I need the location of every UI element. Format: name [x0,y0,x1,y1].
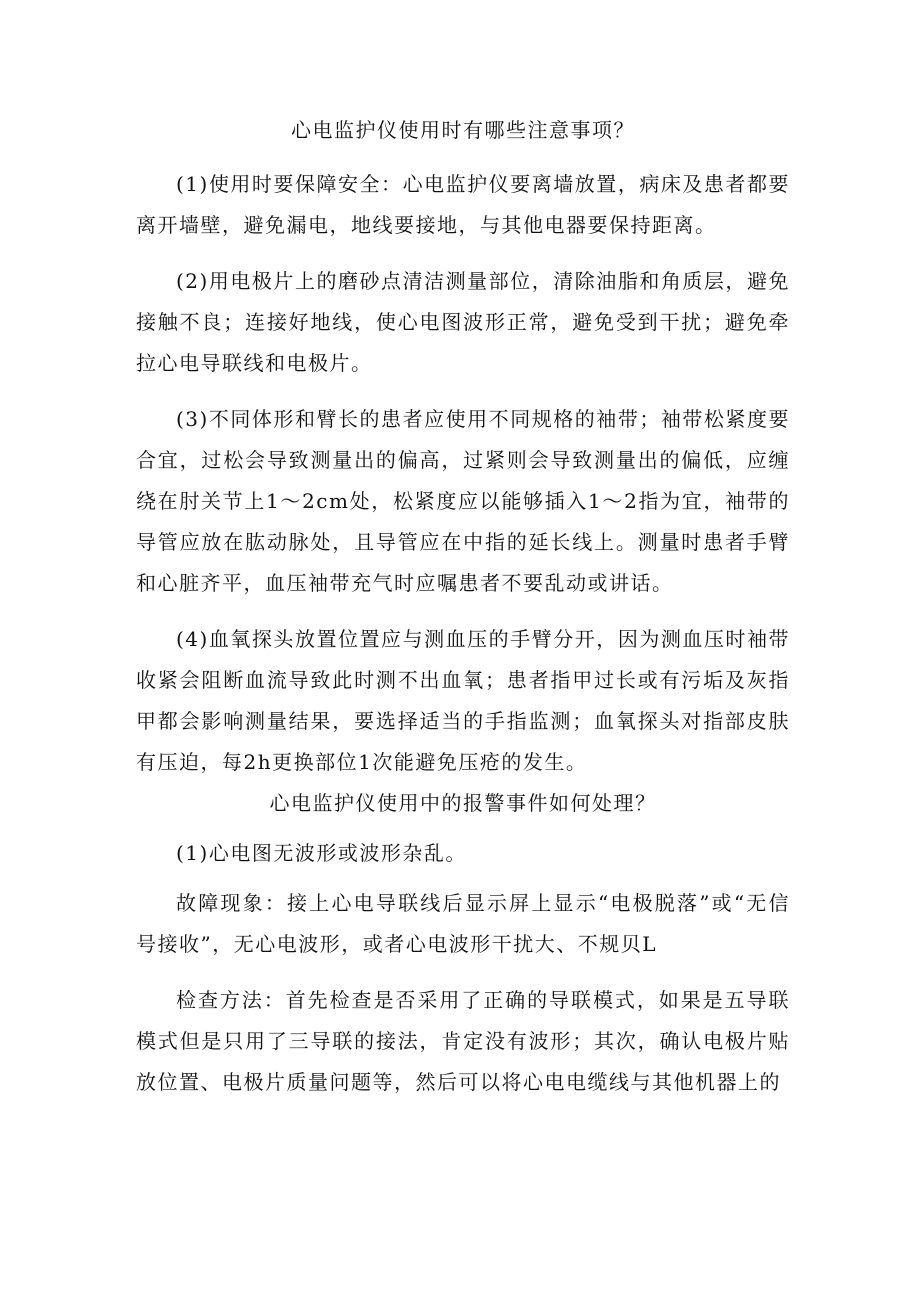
precaution-paragraph-2: (2)用电极片上的磨砂点清洁测量部位，清除油脂和角质层，避免接触不良；连接好地线，使心电图波形正常，避免受到干扰；避免牵拉心电导联线和电极片。 [136,269,790,375]
document-body [136,110,790,1118]
precaution-paragraph-3: (3)不同体形和臂长的患者应使用不同规格的袖带；袖带松紧度要合宜，过松会导致测量出的偏高，过紧则会导致测量出的偏低，应缠绕在肘关节上1～2cm处，松紧度应以能够插入1～2指为宜，袖带的导管应放在肱动脉处，且导管应在中指的延长线上。测量时患者手臂和心脏齐平，血压袖带充气时应嘱患者不要乱动或讲话。 [136,407,790,595]
fault-phenomenon-paragraph: 故障现象：接上心电导联线后显示屏上显示“电极脱落”或“无信号接收”，无心电波形，或者心电波形干扰大、不规贝L [136,891,790,956]
check-method-paragraph: 检查方法：首先检查是否采用了正确的导联模式，如果是五导联模式但是只用了三导联的接法，肯定没有波形；其次，确认电极片贴放位置、电极片质量问题等，然后可以将心电电缆线与其他机器上的 [136,988,790,1094]
section-heading-precautions: 心电监护仪使用时有哪些注意事项？ [291,118,635,142]
alarm-item-title-1: (1)心电图无波形或波形杂乱。 [176,841,467,865]
precaution-paragraph-4: (4)血氧探头放置位置应与测血压的手臂分开，因为测血压时袖带收紧会阻断血流导致此时测不出血氧；患者指甲过长或有污垢及灰指甲都会影响测量结果，要选择适当的手指监测；血氧探头对指部皮肤有压迫，每2h更换部位1次能避免压疮的发生。 [136,627,790,774]
section-heading-alarm-handling: 心电监护仪使用中的报警事件如何处理？ [269,791,657,815]
precaution-paragraph-1: (1)使用时要保障安全：心电监护仪要离墙放置，病床及患者都要离开墙壁，避免漏电，地线要接地，与其他电器要保持距离。 [136,172,790,237]
